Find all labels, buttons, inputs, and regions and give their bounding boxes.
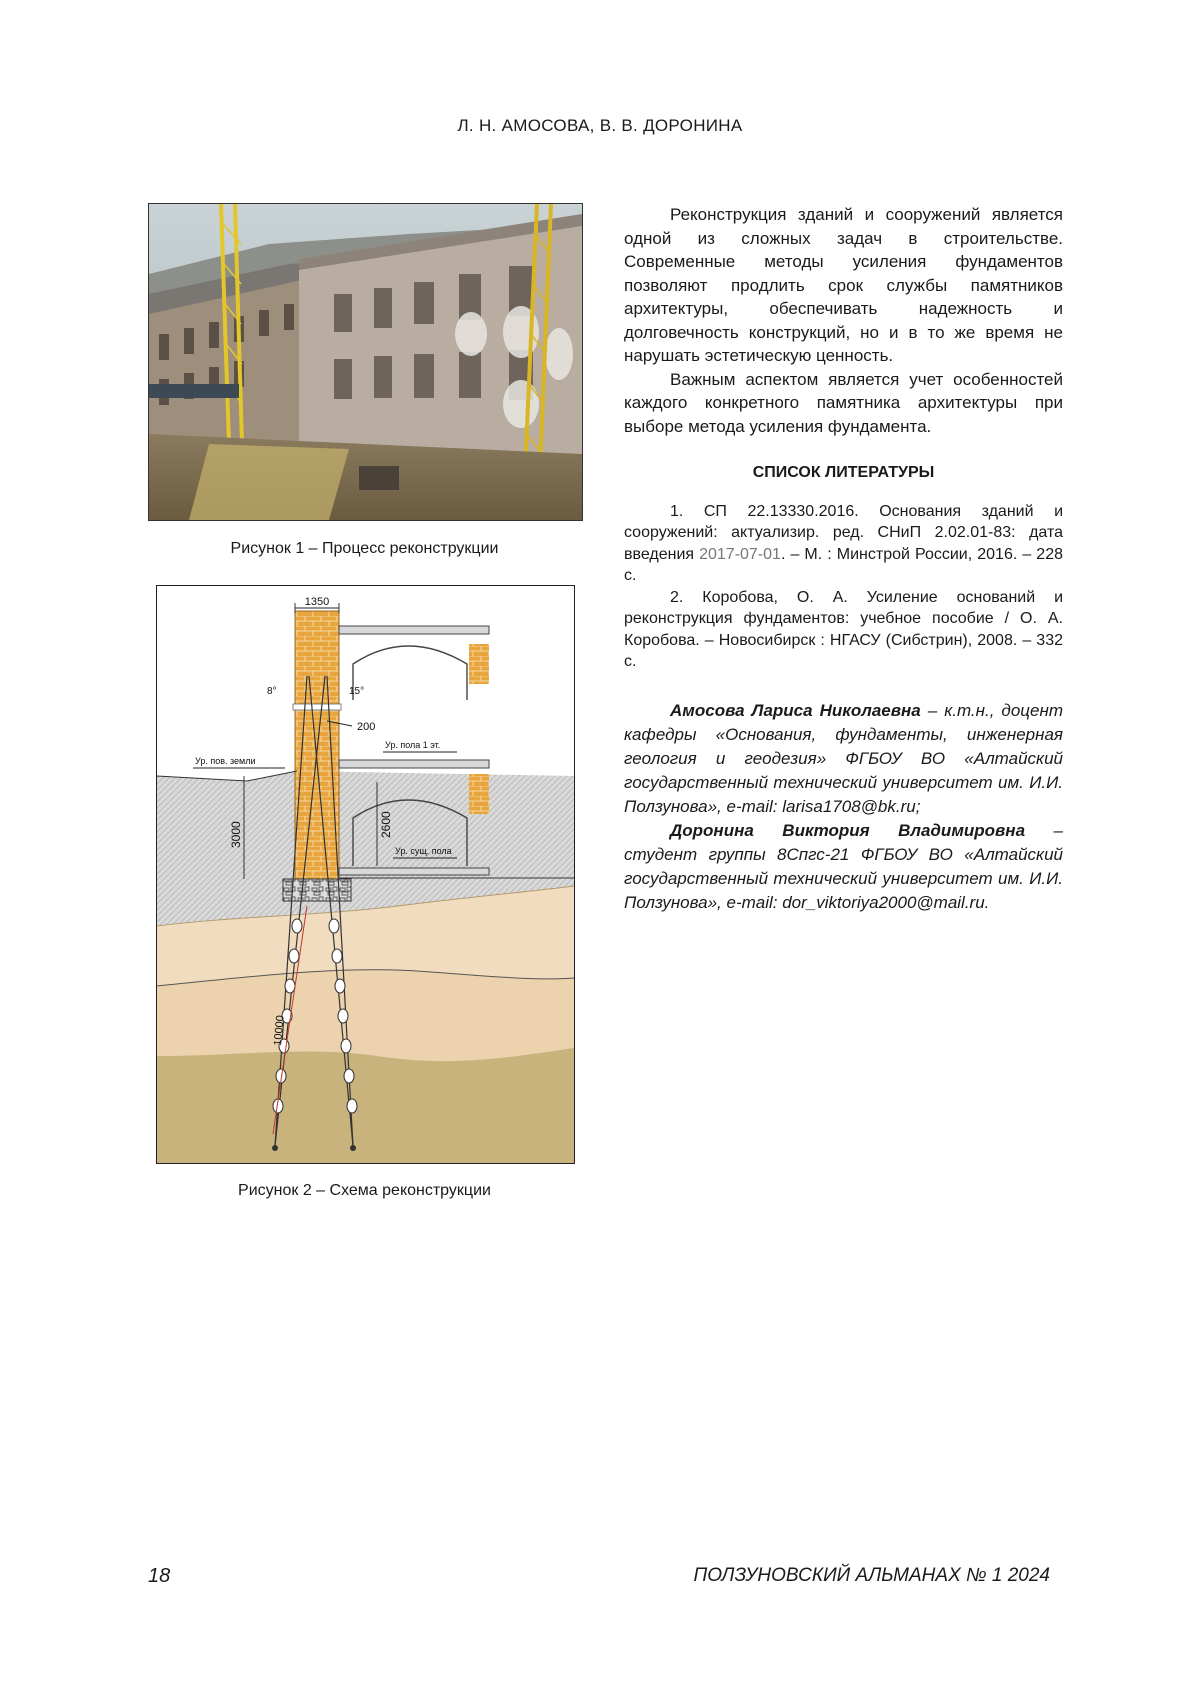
reference-text: . – М. : Минстрой России, 2016. – 228 с.	[624, 546, 1063, 585]
author-details: – к.т.н., доцент кафедры «Основания, фундаменты, инженерная геология и геодезия» ФГБОУ ВО «Алтайский государственный технический университет им. И.И. Ползунова», e-mail: larisa1708@bk.ru;	[624, 701, 1063, 816]
reference-item	[624, 587, 1063, 673]
author-details: – студент группы 8Спгс-21 ФГБОУ ВО «Алтайский государственный технический университет им. И.И. Ползунова», e-mail: dor_viktoriya2000@mail.ru.	[624, 821, 1063, 912]
figure-1-photo	[148, 203, 583, 521]
references-title: СПИСОК ЛИТЕРАТУРЫ	[624, 461, 1063, 485]
angle-left-label: 8°	[267, 686, 277, 697]
figure-2-caption: Рисунок 2 – Схема реконструкции	[156, 1182, 573, 1200]
reference-text: 2. Коробова, О. А. Усиление оснований и реконструкция фундаментов: учебное пособие / О. А. Коробова. – Новосибирск : НГАСУ (Сибстрин), 2008. – 332 с.	[624, 589, 1063, 671]
reference-item	[624, 501, 1063, 587]
author-name: Доронина Виктория Владимировна	[670, 821, 1025, 840]
angle-right-label: 15°	[349, 686, 364, 697]
floor1-level-label: Ур. пола 1 эт.	[385, 740, 440, 750]
dim-1350-label: 1350	[305, 596, 329, 608]
reference-text: 1. СП 22.13330.2016. Основания зданий и сооружений: актуализир. ред. СНиП 2.02.01-83: дата введения	[624, 503, 1063, 563]
dim-10000-label: 10000	[272, 1015, 287, 1047]
author-entry	[624, 699, 1063, 819]
dim-3000-label: 3000	[229, 821, 243, 848]
running-head-authors: Л. Н. АМОСОВА, В. В. ДОРОНИНА	[0, 116, 1200, 136]
basement-level-label: Ур. сущ. пола	[395, 846, 452, 856]
authors-info	[624, 699, 1063, 915]
author-name: Амосова Лариса Николаевна	[670, 701, 921, 720]
reference-date: 2017-07-01	[699, 546, 781, 563]
right-column	[624, 203, 1063, 915]
body-paragraph: Важным аспектом является учет особенностей каждого конкретного памятника архитектуры при выборе метода усиления фундамента.	[624, 368, 1063, 439]
body-paragraph: Реконструкция зданий и сооружений является одной из сложных задач в строительстве. Современные методы усиления фундаментов позволяют продлить срок службы памятников архитектуры, обеспечивать надежность и долговечность конструкций, но и в то же время не нарушать эстетическую ценность.	[624, 203, 1063, 368]
dim-200-label: 200	[357, 721, 375, 733]
journal-title: ПОЛЗУНОВСКИЙ АЛЬМАНАХ № 1 2024	[694, 1565, 1051, 1587]
page-number: 18	[148, 1565, 170, 1588]
figure-2-scheme	[156, 585, 575, 1164]
dim-2600-label: 2600	[379, 811, 393, 838]
figure-1-caption: Рисунок 1 – Процесс реконструкции	[148, 540, 581, 558]
ground-level-label: Ур. пов. земли	[195, 756, 255, 766]
author-entry	[624, 819, 1063, 915]
